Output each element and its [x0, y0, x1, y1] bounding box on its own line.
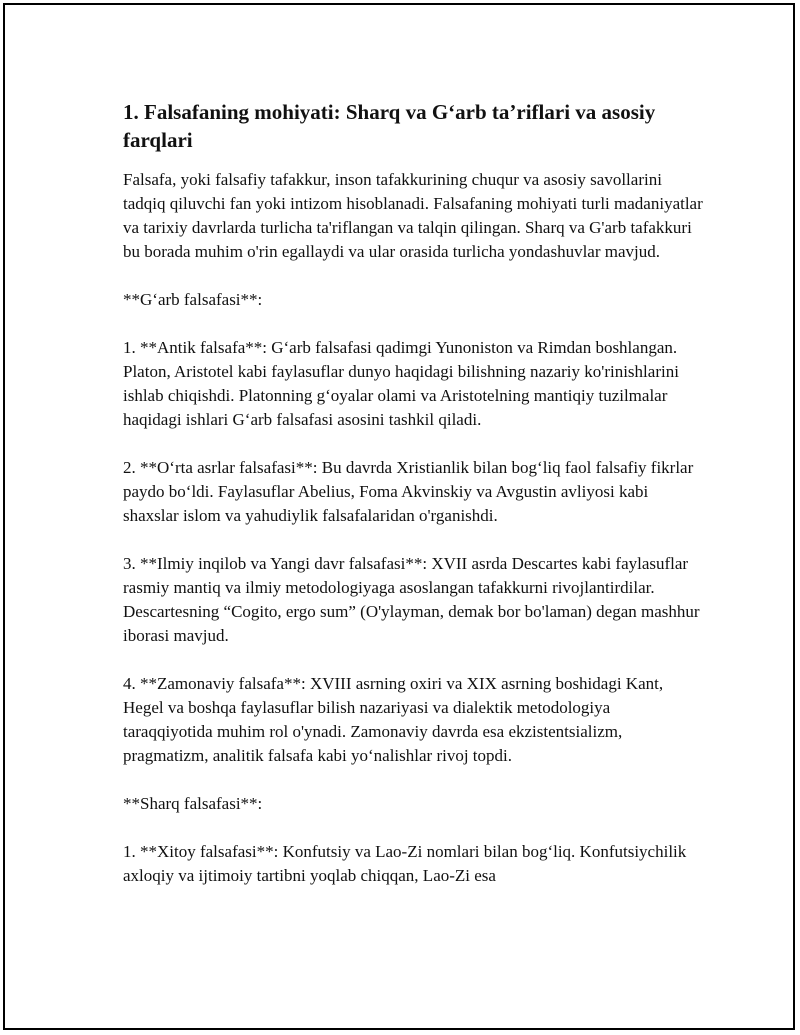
chinese-philosophy-paragraph: 1. **Xitoy falsafasi**: Konfutsiy va Lao-Zi nomlari bilan bog‘liq. Konfutsiychilik axloqiy va ijtimoiy tartibni yoqlab chiqqan, Lao-Zi esa	[123, 842, 687, 885]
intro-paragraph: Falsafa, yoki falsafiy tafakkur, inson tafakkurining chuqur va asosiy savollarini tadqiq qiluvchi fan yoki intizom hisoblanadi. Falsafaning mohiyati turli madaniyatlar va tarixiy davrlarda turlicha ta'riflangan va talqin qilingan. Sharq va G'arb tafakkuri bu borada muhim o'rin egallaydi va ular orasida turlicha yondashuvlar mavjud.	[123, 170, 703, 261]
document-body	[123, 98, 703, 888]
eastern-philosophy-subheading: **Sharq falsafasi**:	[123, 794, 263, 813]
scientific-revolution-paragraph: 3. **Ilmiy inqilob va Yangi davr falsafasi**: XVII asrda Descartes kabi faylasuflar rasmiy mantiq va ilmiy metodologiyaga asoslangan tafakkurni rivojlantirdilar. Descartesning “Cogito, ergo sum” (O'ylayman, demak bor bo'laman) degan mashhur iborasi mavjud.	[123, 554, 700, 645]
modern-philosophy-paragraph: 4. **Zamonaviy falsafa**: XVIII asrning oxiri va XIX asrning boshidagi Kant, Hegel va boshqa faylasuflar bilish nazariyasi va dialektik metodologiya taraqqiyotida muhim rol o'ynadi. Zamonaviy davrda esa ekzistentsializm, pragmatizm, analitik falsafa kabi yo‘nalishlar rivoj topdi.	[123, 674, 664, 765]
western-philosophy-subheading: **G‘arb falsafasi**:	[123, 290, 263, 309]
page-frame	[3, 3, 795, 1030]
section-heading: 1. Falsafaning mohiyati: Sharq va G‘arb ta’riflari va asosiy farqlari	[123, 100, 656, 152]
medieval-philosophy-paragraph: 2. **O‘rta asrlar falsafasi**: Bu davrda Xristianlik bilan bog‘liq faol falsafiy fikrlar paydo bo‘ldi. Faylasuflar Abelius, Foma Akvinskiy va Avgustin avliyosi kabi shaxslar islom va yahudiylik falsafalaridan o'rganishdi.	[123, 458, 694, 525]
antique-philosophy-paragraph: 1. **Antik falsafa**: G‘arb falsafasi qadimgi Yunoniston va Rimdan boshlangan. Platon, Aristotel kabi faylasuflar dunyo haqidagi bilishning nazariy ko'rinishlarini ishlab chiqishdi. Platonning g‘oyalar olami va Aristotelning mantiqiy tuzilmalar haqidagi ishlari G‘arb falsafasi asosini tashkil qiladi.	[123, 338, 679, 429]
